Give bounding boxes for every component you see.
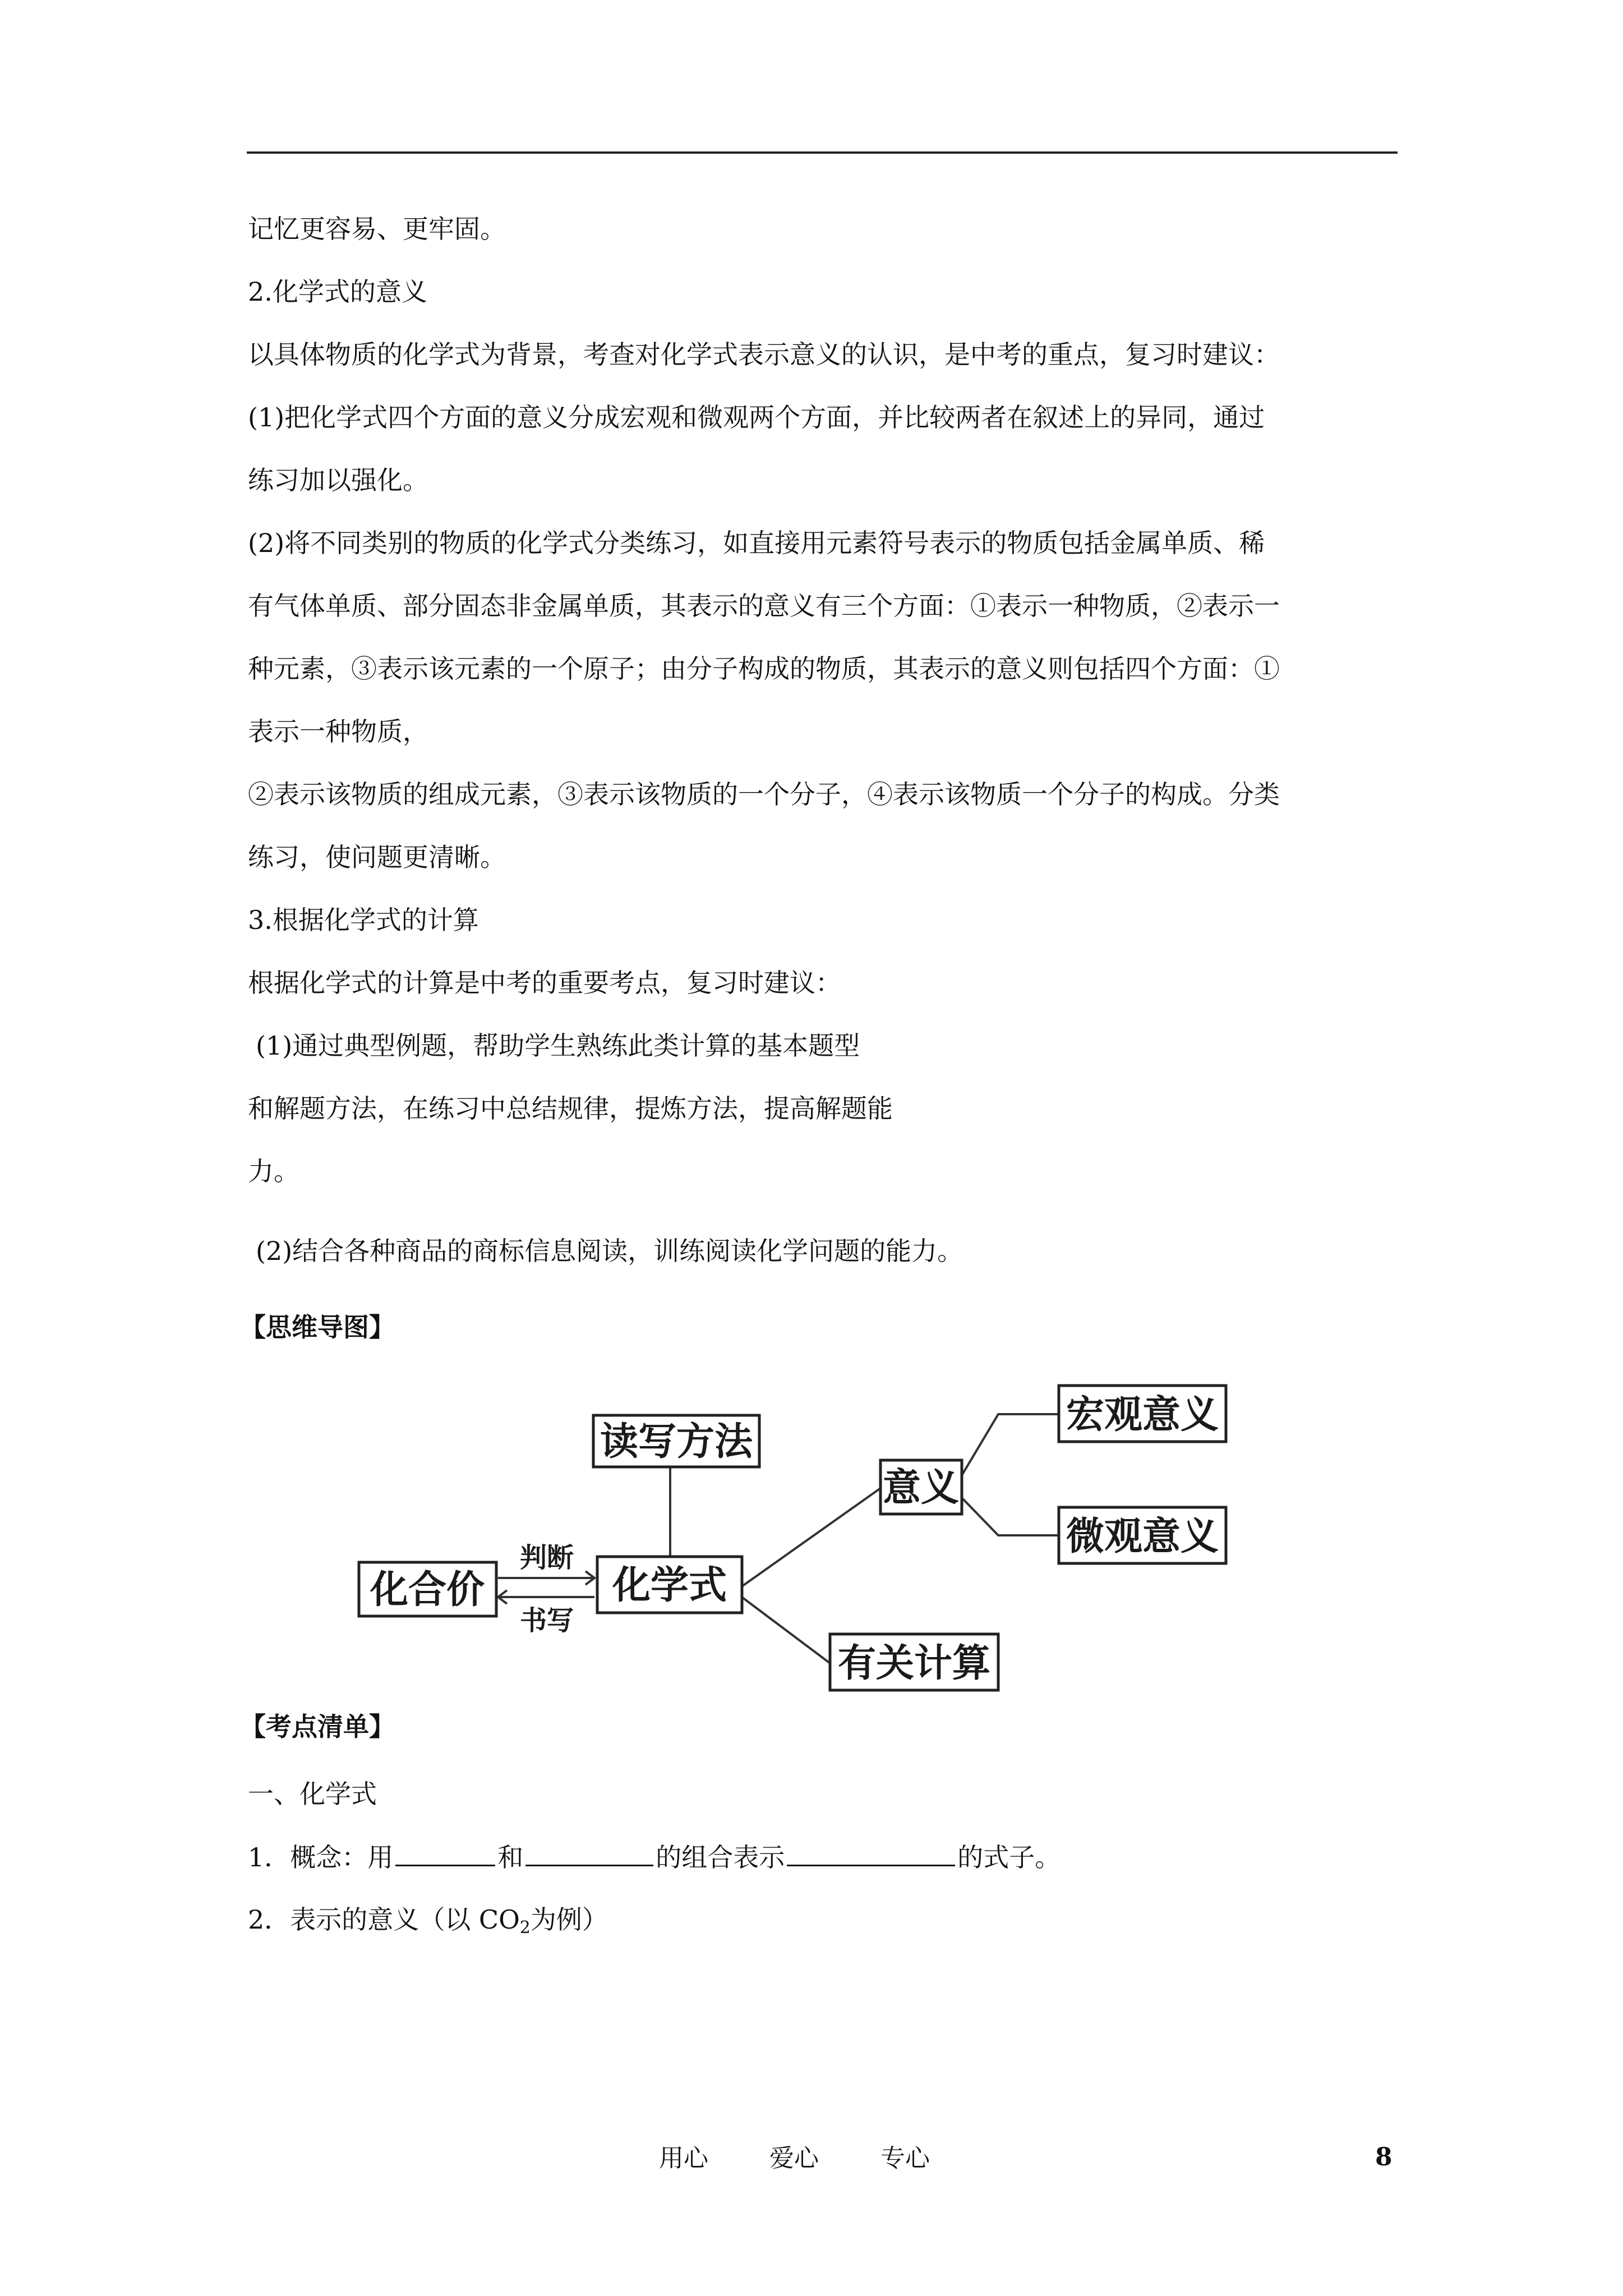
co2-subscript: 2 (519, 1918, 531, 1938)
concept-line (248, 1840, 1061, 1874)
label-judge: 判断 (519, 1542, 574, 1573)
subheading-formula-meaning: 2.化学式的意义 (248, 277, 427, 307)
text-line: 种元素，③表示该元素的一个原子；由分子构成的物质，其表示的意义则包括四个方面：① (248, 654, 1280, 684)
text-line: 和解题方法，在练习中总结规律，提炼方法，提高解题能 (248, 1093, 893, 1124)
text-line: 练习，使问题更清晰。 (248, 842, 506, 872)
footer-aixin: 爱心 (769, 2144, 819, 2173)
header-rule (247, 151, 1398, 154)
mind-map-diagram (348, 1360, 1295, 1697)
page-number: 8 (1375, 2143, 1393, 2171)
heading-checklist: 【考点清单】 (240, 1711, 395, 1742)
blank-1[interactable] (395, 1840, 495, 1866)
node-macro: 宏观意义 (1066, 1393, 1219, 1437)
text-line: 表示一种物质， (248, 716, 428, 747)
mind-map-svg (348, 1360, 1295, 1697)
blank-3[interactable] (787, 1840, 955, 1866)
text-line: 记忆更容易、更牢固。 (248, 214, 506, 244)
text-line: (1)把化学式四个方面的意义分成宏观和微观两个方面，并比较两者在叙述上的异同，通过 (248, 402, 1265, 432)
concept-and: 和 (497, 1842, 524, 1872)
meaning-prefix: 2．表示的意义（以 CO (248, 1904, 520, 1935)
text-line: 根据化学式的计算是中考的重要考点，复习时建议： (248, 968, 841, 998)
node-micro: 微观意义 (1066, 1515, 1219, 1559)
node-valence: 化合价 (370, 1568, 485, 1612)
node-calc: 有关计算 (837, 1641, 991, 1686)
text-line: ②表示该物质的组成元素，③表示该物质的一个分子，④表示该物质一个分子的构成。分类 (248, 779, 1280, 809)
section-chemical-formula: 一、化学式 (248, 1779, 377, 1809)
node-center: 化学式 (612, 1563, 727, 1608)
footer-zhuanxin: 专心 (880, 2144, 930, 2173)
concept-mid: 的组合表示 (656, 1842, 785, 1872)
text-line: (1)通过典型例题，帮助学生熟练此类计算的基本题型 (256, 1030, 860, 1061)
text-line: 以具体物质的化学式为背景，考查对化学式表示意义的认识，是中考的重点，复习时建议： (248, 339, 1280, 370)
connector-micro (962, 1498, 1059, 1535)
blank-2[interactable] (525, 1840, 653, 1866)
text-line: 练习加以强化。 (248, 465, 428, 495)
heading-mindmap: 【思维导图】 (240, 1312, 395, 1342)
footer-yongxin: 用心 (659, 2144, 708, 2173)
subheading-formula-calc: 3.根据化学式的计算 (248, 905, 479, 935)
connector-meaning (740, 1488, 880, 1588)
text-line: (2)结合各种商品的商标信息阅读，训练阅读化学问题的能力。 (256, 1236, 963, 1266)
meaning-suffix: 为例） (530, 1904, 608, 1935)
node-meaning: 意义 (882, 1466, 960, 1510)
connector-macro (962, 1414, 1059, 1475)
text-line: 力。 (248, 1156, 299, 1186)
meaning-line (248, 1903, 608, 1945)
connector-calc (740, 1596, 830, 1663)
text-line: (2)将不同类别的物质的化学式分类练习，如直接用元素符号表示的物质包括金属单质、稀 (248, 528, 1265, 558)
label-write: 书写 (519, 1605, 574, 1636)
node-readwrite: 读写方法 (600, 1420, 753, 1464)
concept-suffix: 的式子。 (957, 1842, 1061, 1872)
text-line: 有气体单质、部分固态非金属单质，其表示的意义有三个方面：①表示一种物质，②表示一 (248, 591, 1280, 621)
concept-prefix: 1．概念：用 (248, 1842, 394, 1872)
